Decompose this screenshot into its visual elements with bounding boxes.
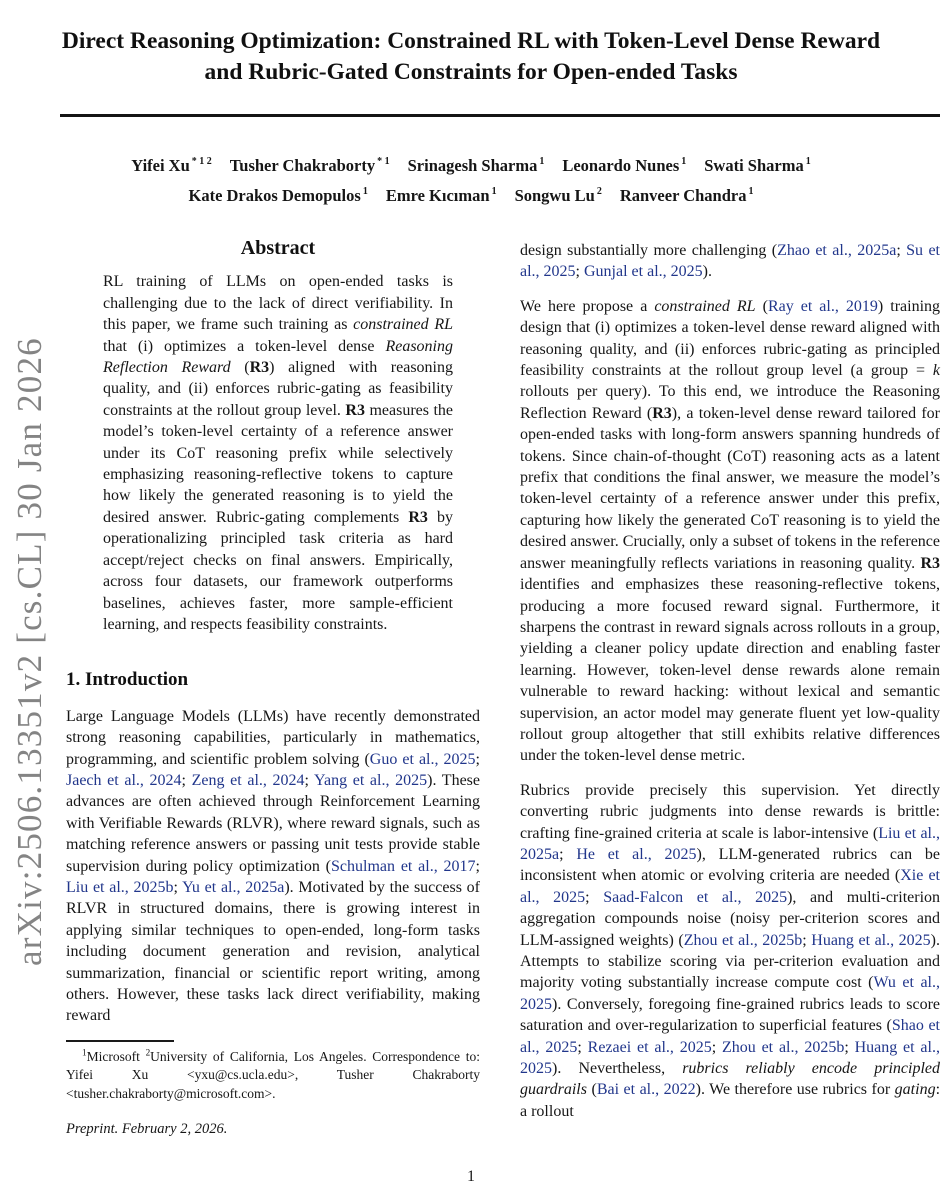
text-run: by operationalizing principled task criteria as hard accept/reject checks on final answers. Empirically, across four datasets, our framework outperforms baselines, achieves faster, more sample-efficient learning, and respects feasibility constraints. xyxy=(103,508,453,633)
author xyxy=(188,186,367,205)
author-name: Kate Drakos Demopulos xyxy=(188,185,361,205)
author-name: Emre Kıcıman xyxy=(385,185,490,205)
author-name: Songwu Lu xyxy=(514,185,595,205)
text-run: ; xyxy=(577,1038,588,1056)
text-run: R3 xyxy=(408,508,428,526)
author-block xyxy=(0,147,942,207)
abstract-section xyxy=(66,238,480,635)
abstract-paragraph xyxy=(103,271,453,635)
text-run: Reasoning Reflection Reward xyxy=(103,337,453,377)
text-run: ). These advances are often achieved through Reinforcement Learning with Verifiable Rewards (RLVR), where reward signals, such as matching reference answers or passing unit tests provide stable supervision during policy optimization ( xyxy=(66,771,480,875)
text-run: ( xyxy=(586,1081,597,1099)
citation-link[interactable]: Zeng et al., 2024 xyxy=(191,771,305,789)
introduction-paragraph-left xyxy=(66,706,480,1027)
citation-link[interactable]: Su et al., 2025 xyxy=(520,242,940,281)
author-name: Srinagesh Sharma xyxy=(407,155,538,175)
text-run: RL training of LLMs on open-ended tasks is challenging due to the lack of direct verifiability. In this paper, we frame such training as xyxy=(103,273,453,334)
citation-link[interactable]: Rezaei et al., 2025 xyxy=(587,1038,712,1056)
citation-link[interactable]: Huang et al., 2025 xyxy=(811,931,931,949)
text-run: ( xyxy=(230,359,250,377)
author-name: Tusher Chakraborty xyxy=(229,155,376,175)
citation-link[interactable]: Liu et al., 2025a xyxy=(520,824,941,863)
citation-link[interactable]: Shao et al., 2025 xyxy=(520,1017,940,1056)
text-run: R3 xyxy=(249,359,270,377)
text-run: ; xyxy=(559,845,577,863)
text-run: ). Motivated by the success of RLVR in structured domains, there is growing interest in applying similar techniques to open-ended, long-form tasks including document generation and revision, analytical summarization, financial or scientific report writing, among others. However, these tasks lack direct verifiability, making reward xyxy=(66,878,481,1025)
citation-link[interactable]: Yu et al., 2025a xyxy=(182,878,285,896)
author xyxy=(408,156,545,175)
citation-link[interactable]: Saad-Falcon et al., 2025 xyxy=(603,888,788,906)
text-run: rubrics reliably encode principled guardrails xyxy=(520,1060,940,1099)
citation-link[interactable]: Zhou et al., 2025b xyxy=(721,1038,845,1056)
author-affiliation-sup: * 1 xyxy=(377,156,390,167)
text-run: ). Conversely, foregoing fine-grained rubrics leads to score saturation and over-regularization to superficial features ( xyxy=(520,995,940,1035)
author-name: Leonardo Nunes xyxy=(562,155,680,175)
text-run: gating xyxy=(894,1081,936,1099)
author xyxy=(515,186,602,205)
text-run: We here propose a xyxy=(520,297,655,315)
text-run: ; xyxy=(475,750,480,768)
author-affiliation-sup: 1 xyxy=(805,156,811,167)
text-run: ; xyxy=(585,888,604,906)
text-run: ). Nevertheless, xyxy=(552,1060,683,1078)
affiliation-footnote xyxy=(66,1048,480,1103)
title-rule xyxy=(60,114,940,117)
text-run: ; xyxy=(304,771,315,789)
author-name: Swati Sharma xyxy=(704,155,804,175)
author-affiliation-sup: * 1 2 xyxy=(191,156,212,167)
text-run: measures the model’s token-level certainty of a reference answer under its CoT reasoning prefix while selectively emphasizing reasoning-reflective tokens to capture how likely the generated reasoning is to yield the desired answer. Rubric-gating complements xyxy=(103,401,454,526)
paper-title: Direct Reasoning Optimization: Constrained RL with Token-Level Dense Reward and Rubric-Gated Constraints for Open-ended Tasks xyxy=(61,28,881,85)
text-run: ; xyxy=(173,878,183,896)
author-affiliation-sup: 1 xyxy=(681,156,687,167)
text-run: R3 xyxy=(345,401,365,419)
text-run: design substantially more challenging ( xyxy=(520,242,778,259)
text-run: : a rollout xyxy=(520,1081,941,1120)
page-number: 1 xyxy=(467,1168,475,1185)
author-affiliation-sup: 1 xyxy=(491,186,497,197)
proposal-paragraph xyxy=(520,296,940,767)
author-affiliation-sup: 1 xyxy=(539,156,545,167)
introduction-paragraph-continued xyxy=(520,240,940,283)
text-run: ) training design that (i) optimizes a token-level dense reward aligned with reasoning quality, and (ii) enforces rubric-gating as principled feasibility constraints at the rollout group level (a group = xyxy=(520,297,941,380)
author-name: Ranveer Chandra xyxy=(619,185,747,205)
rubrics-paragraph xyxy=(520,780,940,1123)
citation-link[interactable]: Gunjal et al., 2025 xyxy=(584,263,703,281)
author xyxy=(562,156,686,175)
left-column xyxy=(66,238,480,1140)
text-run: ), and multi-criterion aggregation compounds noise (noisy per-criterion scores and LLM-assigned weights) ( xyxy=(520,888,941,949)
text-run: ; xyxy=(181,771,192,789)
arxiv-watermark: arXiv:2506.13351v2 [cs.CL] 30 Jan 2026 xyxy=(10,337,49,966)
citation-link[interactable]: Yang et al., 2025 xyxy=(314,771,428,789)
text-run: ; xyxy=(844,1038,855,1056)
author-affiliation-sup: 1 xyxy=(362,186,368,197)
citation-link[interactable]: He et al., 2025 xyxy=(576,845,697,863)
author xyxy=(620,186,754,205)
author xyxy=(704,156,810,175)
text-run: Rubrics provide precisely this supervision. Yet directly converting rubric judgments into dense rewards is brittle: crafting fine-grained criteria at scale is labor-intensive ( xyxy=(520,781,940,842)
text-run: ). Attempts to stabilize scoring via per-criterion evaluation and majority voting substantially increase compute cost ( xyxy=(520,931,940,992)
citation-link[interactable]: Wu et al., 2025 xyxy=(520,974,940,1013)
citation-link[interactable]: Zhou et al., 2025b xyxy=(683,931,803,949)
preprint-note: Preprint. February 2, 2026. xyxy=(66,1121,228,1138)
text-run: 2 xyxy=(145,1047,151,1058)
abstract-heading: Abstract xyxy=(240,237,316,259)
author xyxy=(230,156,390,175)
citation-link[interactable]: Bai et al., 2022 xyxy=(596,1081,696,1099)
citation-link[interactable]: Schulman et al., 2017 xyxy=(331,857,476,875)
text-run: ; xyxy=(711,1038,722,1056)
text-run: ). xyxy=(702,263,712,281)
citation-link[interactable]: Guo et al., 2025 xyxy=(369,750,476,768)
author-line-2 xyxy=(0,177,942,207)
text-run: ; xyxy=(802,931,812,949)
text-run: R3 xyxy=(652,404,672,422)
citation-link[interactable]: Jaech et al., 2024 xyxy=(66,771,182,789)
text-run: constrained RL xyxy=(353,316,454,334)
citation-link[interactable]: Ray et al., 2019 xyxy=(767,297,878,315)
text-run: ). We therefore use rubrics for xyxy=(695,1081,895,1099)
text-run: that (i) optimizes a token-level dense xyxy=(103,337,386,355)
footnote-rule xyxy=(66,1040,174,1042)
text-run: University of California, Los Angeles. Correspondence to: Yifei Xu <yxu@cs.ucla.edu>, Tusher Chakraborty <tusher.chakraborty@microsoft.com>. xyxy=(66,1048,480,1101)
text-run: ; xyxy=(896,242,907,259)
text-run: ), LLM-generated rubrics can be inconsistent when atomic or evolving criteria are needed ( xyxy=(520,845,941,885)
text-run: ( xyxy=(755,297,768,315)
text-run: identifies and emphasizes these reasoning-reflective tokens, producing a more focused reward signal. Furthermore, it sharpens the contrast in reward signals across rollouts in a group, yielding a cleaner policy update direction and enabling faster learning. However, token-level dense rewards alone remain vulnerable to reward hacking: without lexical and semantic supervision, an actor model may generate fluent yet low-quality rollout group altogether that still exhibits relative differences under the token-level dense metric. xyxy=(520,576,940,765)
text-run: constrained RL xyxy=(654,297,756,315)
citation-link[interactable]: Zhao et al., 2025a xyxy=(777,242,897,259)
text-run: k xyxy=(932,362,940,380)
citation-link[interactable]: Liu et al., 2025b xyxy=(66,878,174,896)
introduction-heading: 1. Introduction xyxy=(66,669,189,691)
text-run: R3 xyxy=(920,554,940,572)
author xyxy=(131,156,212,175)
text-run: ) aligned with reasoning quality, and (ii) enforces rubric-gating as feasibility constraints at the rollout group level. xyxy=(103,359,454,419)
author-line-1 xyxy=(0,147,942,177)
right-column xyxy=(520,240,940,1135)
author-name: Yifei Xu xyxy=(131,155,190,175)
text-run: ; xyxy=(575,263,584,281)
citation-link[interactable]: Huang et al., 2025 xyxy=(520,1038,940,1078)
text-run: Microsoft xyxy=(86,1048,146,1064)
text-run: ; xyxy=(475,857,480,875)
text-run: rollouts per query). To this end, we introduce the Reasoning Reflection Reward ( xyxy=(520,383,940,422)
text-run: Large Language Models (LLMs) have recently demonstrated strong reasoning capabilities, particularly in mathematics, programming, and scientific problem solving ( xyxy=(66,707,480,768)
text-run: ), a token-level dense reward tailored for open-ended tasks with long-form answers spanning hundreds of tokens. Since chain-of-thought (CoT) reasoning acts as a latent prefix that conditions the final answer, we measure the model’s token-level certainty of a reference answer under this prefix, capturing how likely the generated CoT reasoning is to yield the desired answer. Crucially, only a subset of tokens in the reference answer meaningfully reflects variations in reasoning quality. xyxy=(520,404,940,572)
author-affiliation-sup: 2 xyxy=(596,186,602,197)
citation-link[interactable]: Xie et al., 2025 xyxy=(520,867,940,906)
author xyxy=(386,186,497,205)
author-affiliation-sup: 1 xyxy=(748,186,754,197)
text-run: 1 xyxy=(82,1047,87,1058)
